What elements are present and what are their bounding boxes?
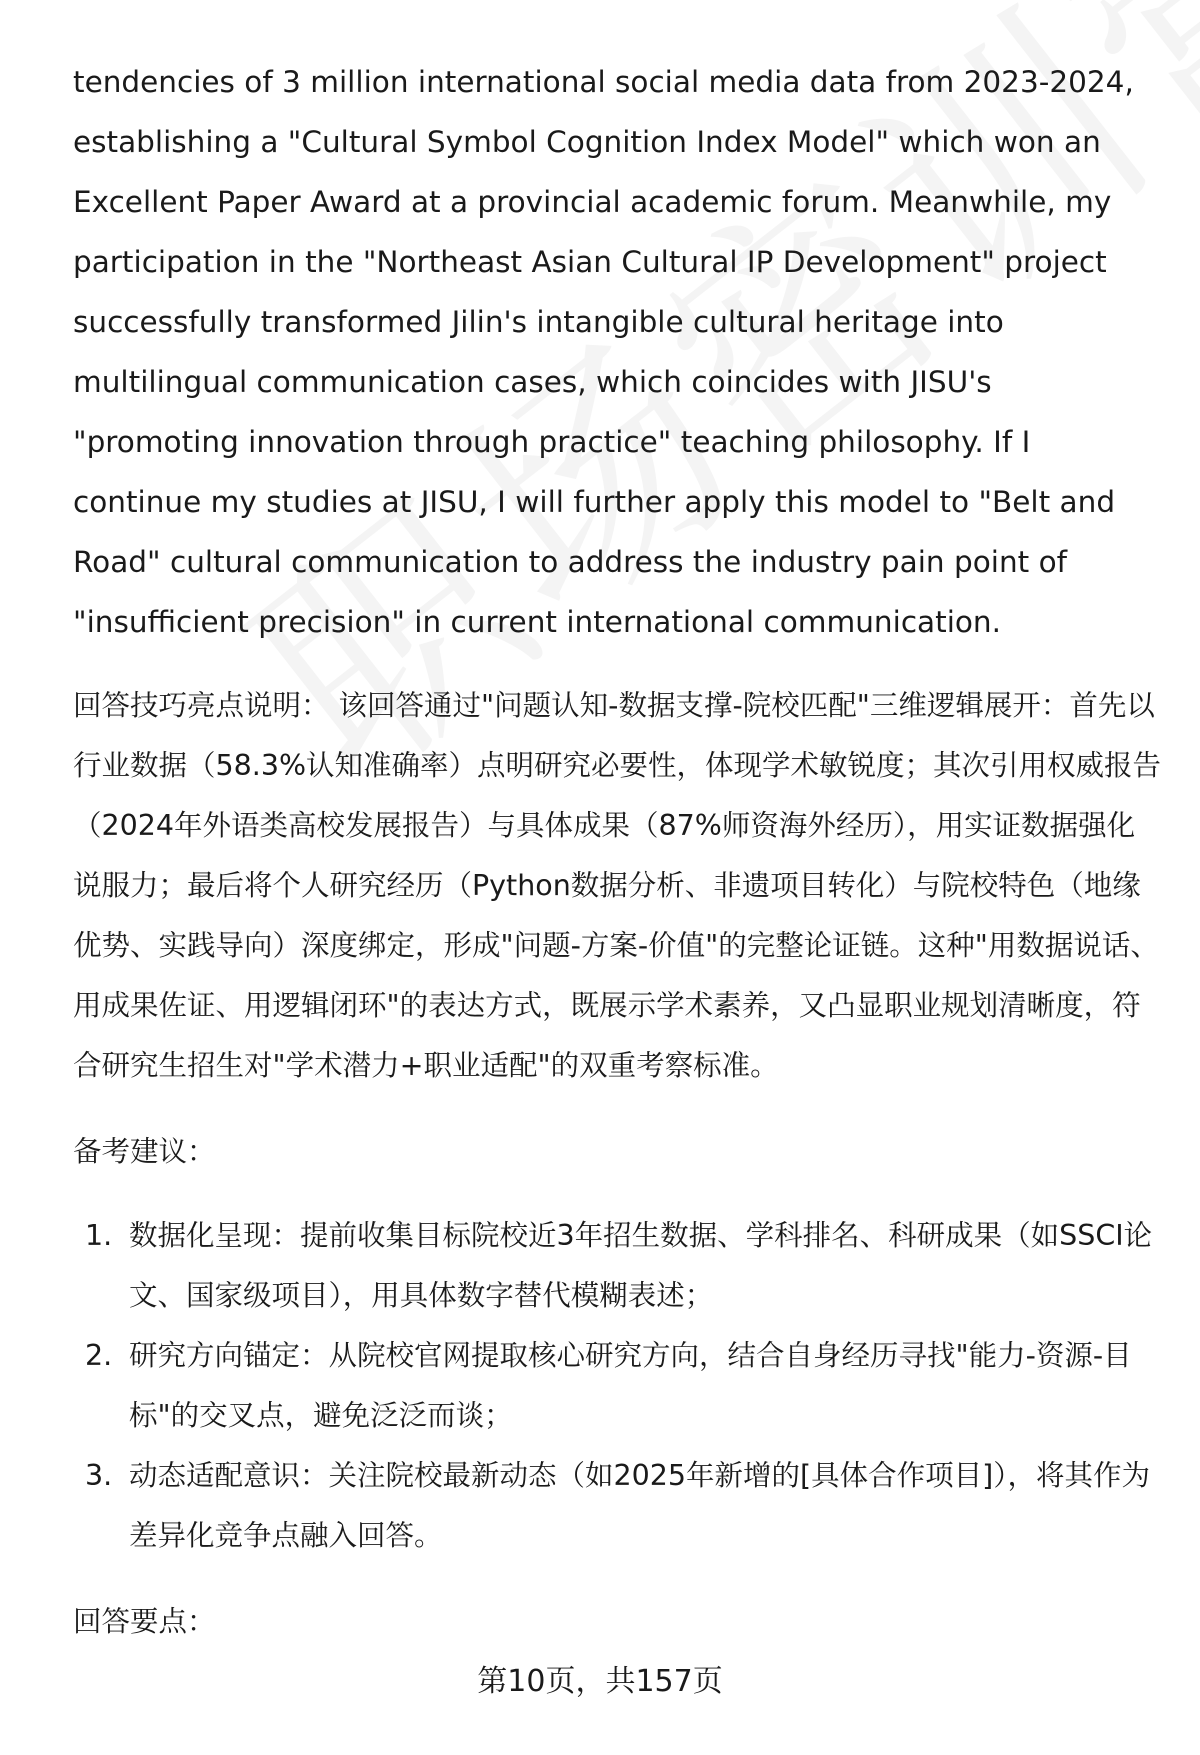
list-item-number: 1. [85,1219,113,1252]
prep-heading: 备考建议： [73,1135,216,1168]
highlights-paragraph: 回答技巧亮点说明： 该回答通过"问题认知-数据支撑-院校匹配"三维逻辑展开：首先以行业数据（58.3%认知准确率）点明研究必要性，体现学术敏锐度；其次引用权威报告（2024年外语类高校发展报告）与具体成果（87%师资海外经历），用实证数据强化说服力；最后将个人研究经历（Python数据分析、非遗项目转化）与院校特色（地缘优势、实践导向）深度绑定，形成"问题-方案-价值"的完整论证链。这种"用数据说话、用成果佐证、用逻辑闭环"的表达方式，既展示学术素养，又凸显职业规划清晰度，符合研究生招生对"学术潜力+职业适配"的双重考察标准。 [73,689,1162,1082]
list-item [73,1326,1163,1446]
list-item-text: 数据化呈现：提前收集目标院校近3年招生数据、学科排名、科研成果（如SSCI论文、国家级项目），用具体数字替代模糊表述； [129,1219,1153,1312]
list-item-number: 3. [85,1459,113,1492]
document-body [73,52,1163,1652]
list-item-text: 研究方向锚定：从院校官网提取核心研究方向，结合自身经历寻找"能力-资源-目标"的交叉点，避免泛泛而谈； [129,1339,1132,1432]
list-item [73,1206,1163,1326]
list-item [73,1446,1163,1566]
list-item-text: 动态适配意识：关注院校最新动态（如2025年新增的[具体合作项目]），将其作为差异化竞争点融入回答。 [129,1459,1151,1552]
answer-heading: 回答要点： [73,1605,216,1638]
prep-tips-list [73,1206,1163,1566]
page-number: 第10页，共157页 [477,1664,723,1699]
list-item-number: 2. [85,1339,113,1372]
english-paragraph: tendencies of 3 million international social media data from 2023-2024, establishing a "Cultural Symbol Cognition Index Model" which won an Excellent Paper Award at a provincial academic forum. Meanwhile, my participation in the "Northeast Asian Cultural IP Development" project successfully transformed Jilin's intangible cultural heritage into multilingual communication cases, which coincides with JISU's "promoting innovation through practice" teaching philosophy. If I continue my studies at JISU, I will further apply this model to "Belt and Road" cultural communication to address the industry pain point of "insufficient precision" in current international communication. [73,65,1134,639]
